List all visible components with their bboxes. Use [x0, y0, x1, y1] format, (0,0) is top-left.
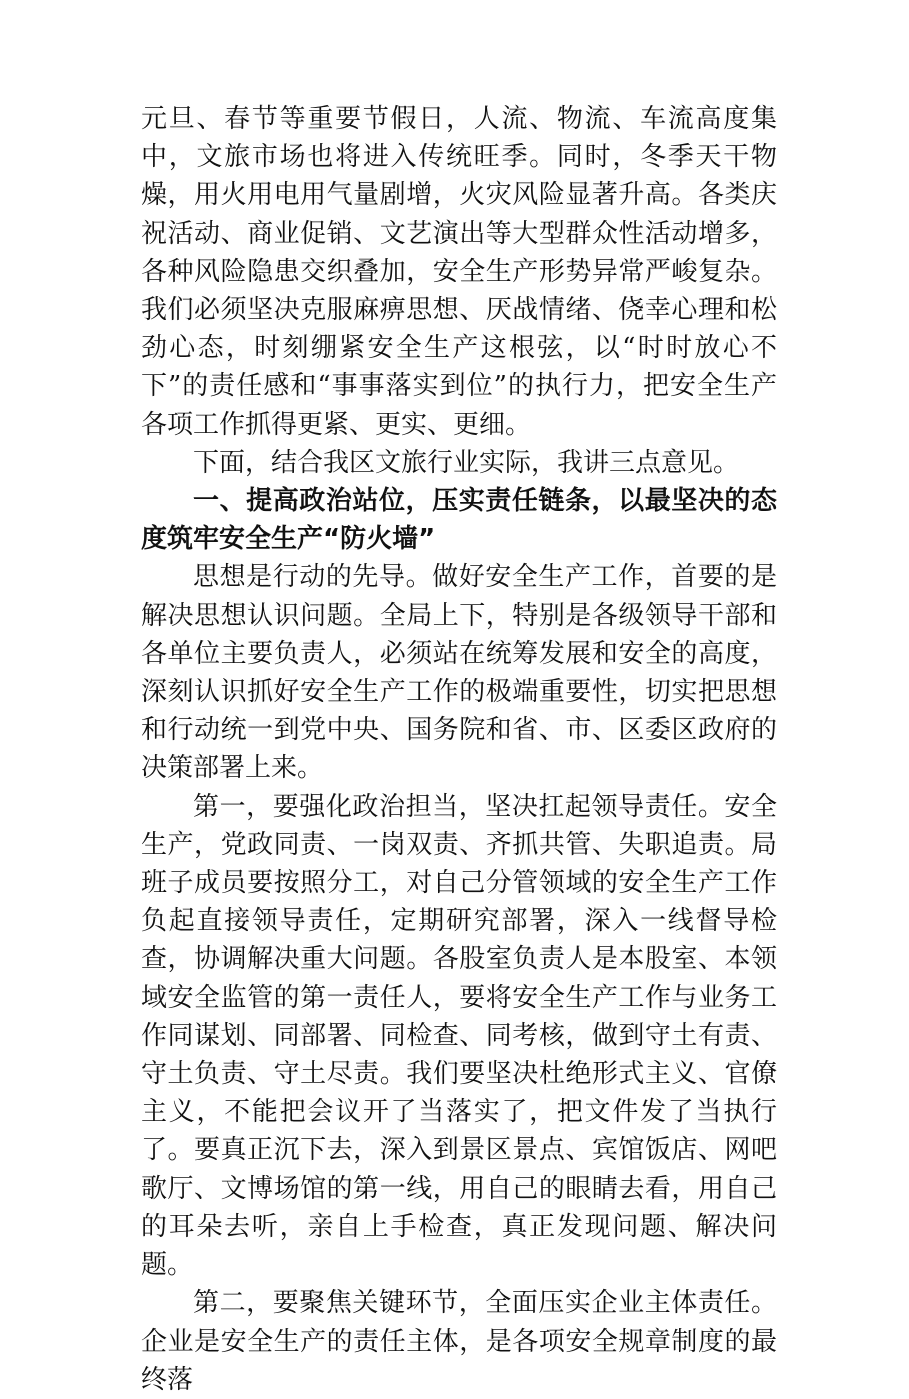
- paragraph-intro: 下面，结合我区文旅行业实际，我讲三点意见。: [193, 447, 740, 478]
- document-body: [141, 100, 777, 1399]
- paragraph-continuation: 元旦、春节等重要节假日，人流、物流、车流高度集中，文旅市场也将进入传统旺季。同时，冬季天干物燥，用火用电用气量剧增，火灾风险显著升高。各类庆祝活动、商业促销、文艺演出等大型群众性活动增多，各种风险隐患交织叠加，安全生产形势异常严峻复杂。我们必须坚决克服麻痹思想、厌战情绪、侥幸心理和松劲心态，时刻绷紧安全生产这根弦，以“时时放心不下”的责任感和“事事落实到位”的执行力，把安全生产各项工作抓得更紧、更实、更细。: [141, 104, 777, 440]
- paragraph-thought: 思想是行动的先导。做好安全生产工作，首要的是解决思想认识问题。全局上下，特别是各级领导干部和各单位主要负责人，必须站在统筹发展和安全的高度，深刻认识抓好安全生产工作的极端重要性，切实把思想和行动统一到党中央、国务院和省、市、区委区政府的决策部署上来。: [141, 562, 777, 784]
- section-heading-1: 一、提高政治站位，压实责任链条，以最坚决的态度筑牢安全生产“防火墙”: [141, 486, 777, 555]
- paragraph-first-point: 第一，要强化政治担当，坚决扛起领导责任。安全生产，党政同责、一岗双责、齐抓共管、失职追责。局班子成员要按照分工，对自己分管领域的安全生产工作负起直接领导责任，定期研究部署，深入一线督导检查，协调解决重大问题。各股室负责人是本股室、本领域安全监管的第一责任人，要将安全生产工作与业务工作同谋划、同部署、同检查、同考核，做到守土有责、守土负责、守土尽责。我们要坚决杜绝形式主义、官僚主义，不能把会议开了当落实了，把文件发了当执行了。要真正沉下去，深入到景区景点、宾馆饭店、网吧歌厅、文博场馆的第一线，用自己的眼睛去看，用自己的耳朵去听，亲自上手检查，真正发现问题、解决问题。: [141, 791, 777, 1281]
- paragraph-second-point: 第二，要聚焦关键环节，全面压实企业主体责任。企业是安全生产的责任主体，是各项安全规章制度的最终落: [141, 1288, 777, 1395]
